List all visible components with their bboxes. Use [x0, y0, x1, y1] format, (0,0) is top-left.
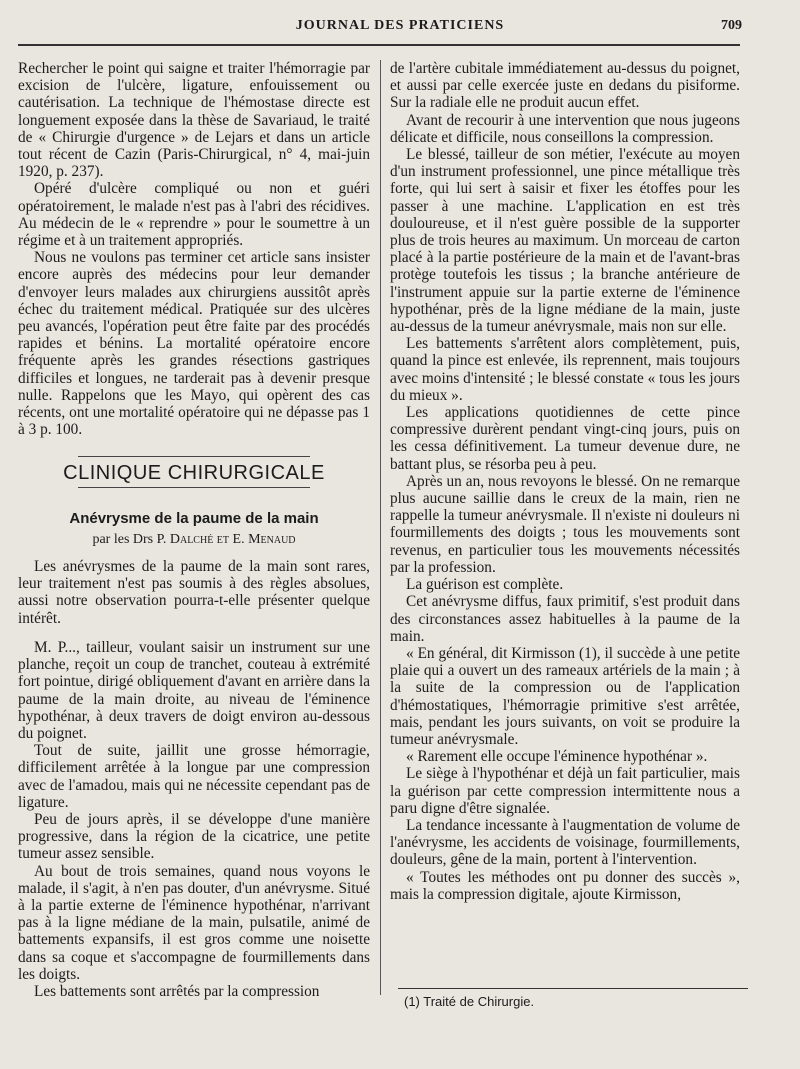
- paragraph: Au bout de trois semaines, quand nous voyons le malade, il s'agit, à n'en pas douter, d'un anévrysme. Situé à la partie externe de l'éminence hypothénar, n'arrivant pas à la ligne médiane de la main, pulsatile, animé de battements expansifs, il est gros comme une noisette dans sa coque et s'accompagne de fourmillements dans les doigts.: [18, 862, 370, 983]
- authors-prefix: par les Drs: [92, 531, 154, 547]
- paragraph: La guérison est complète.: [406, 576, 564, 594]
- paragraph: Avant de recourir à une intervention que nous jugeons délicate et difficile, nous conseillons la compression.: [390, 111, 740, 146]
- paragraph: Le blessé, tailleur de son métier, l'exécute au moyen d'un instrument professionnel, une pince métallique très forte, qui lui sert à saisir et fixer les étoffes pour les passer à une machine. L'application en est très douloureuse, et il n'est guère possible de la supporter plus de trois heures au maximum. Un morceau de carton placé à la partie postérieure de la main et de l'avant-bras protège toutefois les tissus ; la branche antérieure de l'instrument appuie sur la partie externe de l'éminence hypothénar, près de la ligne médiane de la main, juste au-dessus de la tumeur anévrysmale, mais non sur elle.: [390, 146, 740, 336]
- paragraph: M. P..., tailleur, voulant saisir un instrument sur une planche, reçoit un coup de tranchet, couteau à extrémité fort pointue, dirigé obliquement d'avant en arrière dans la paume de la main droite, au niveau de l'éminence hypothénar, à deux travers de doigt environ au-dessous du poignet.: [18, 638, 370, 742]
- section-title: CLINIQUE CHIRURGICALE: [63, 462, 325, 485]
- paragraph: Opéré d'ulcère compliqué ou non et guéri opératoirement, le malade n'est pas à l'abri des récidives. Au médecin de le « reprendre » pour le soumettre à un régime et à un traitement appropriés.: [18, 180, 370, 250]
- paragraph: de l'artère cubitale immédiatement au-dessus du poignet, et aussi par celle exercée juste en dedans du pisiforme. Sur la radiale elle ne produit aucun effet.: [390, 60, 740, 112]
- right-column: [390, 60, 740, 903]
- paragraph: « Toutes les méthodes ont pu donner des succès », mais la compression digitale, ajoute Kirmisson,: [390, 868, 740, 903]
- article-title: Anévrysme de la paume de la main: [69, 509, 319, 527]
- left-column: [18, 60, 370, 1000]
- paragraph: Après un an, nous revoyons le blessé. On ne remarque plus aucune saillie dans le creux de la main, rien ne rappelle la tumeur anévrysmale. Il n'existe ni douleurs ni fourmillements des doigts ; tous les mouvements sont revenus, en particulier tous les mouvements nécessités par la profession.: [390, 472, 740, 576]
- article-authors: [18, 531, 370, 548]
- page-number: 709: [721, 18, 742, 33]
- paragraph: Le siège à l'hypothénar et déjà un fait particulier, mais la guérison par cette compression intermittente nous a paru digne d'être signalée.: [390, 765, 740, 817]
- paragraph: Les battements s'arrêtent alors complètement, puis, quand la pince est enlevée, ils reprennent, mais toujours avec moins d'intensité ; le blessé constate « tous les jours du mieux ».: [390, 335, 740, 404]
- section-rule-top: [78, 456, 310, 457]
- paragraph: Peu de jours après, il se développe d'une manière progressive, dans la région de la cicatrice, une petite tumeur assez sensible.: [18, 810, 370, 863]
- running-title: JOURNAL DES PRATICIENS: [295, 18, 505, 33]
- paragraph: Rechercher le point qui saigne et traiter l'hémorragie par excision de l'ulcère, ligature, enfouissement ou cautérisation. La technique de l'hémostase directe est longuement exposée dans la thèse de Savariaud, le traité de « Chirurgie d'urgence » de Lejars et dans un article tout récent de Cazin (Paris-Chirurgical, n° 4, mai-juin 1920, p. 237).: [18, 60, 370, 181]
- paragraph: Les applications quotidiennes de cette pince compressive durèrent pendant vingt-cinq jours, puis on les cessa définitivement. La tumeur devenue dure, ne battant plus, se résorba peu à peu.: [390, 404, 740, 473]
- paragraph: « Rarement elle occupe l'éminence hypothénar ».: [406, 748, 708, 766]
- article-intro: Les anévrysmes de la paume de la main sont rares, leur traitement n'est pas soumis à des règles absolues, aussi notre observation pourra-t-elle présenter quelque intérêt.: [18, 558, 370, 627]
- footnote: (1) Traité de Chirurgie.: [404, 994, 535, 1009]
- paragraph: La tendance incessante à l'augmentation de volume de l'anévrysme, les accidents de voisinage, fourmillements, douleurs, gêne de la main, portent à l'intervention.: [390, 816, 740, 869]
- paragraph: Tout de suite, jaillit une grosse hémorragie, difficilement arrêtée à la longue par une compression avec de l'amadou, mais qui ne nécessite cependant pas de ligature.: [18, 742, 370, 811]
- paragraph: Les battements sont arrêtés par la compression: [34, 982, 320, 1000]
- footnote-rule: [398, 988, 748, 989]
- paragraph: « En général, dit Kirmisson (1), il succède à une petite plaie qui a ouvert un des rameaux artériels de la main ; à la suite de la compression ou de l'application d'hémostatiques, l'hémorragie primitive s'est arrêtée, mais, pendant les jours suivants, on voit se produire la tumeur anévrysmale.: [390, 644, 740, 748]
- paragraph: Cet anévrysme diffus, faux primitif, s'est produit dans des circonstances assez habituelles à la paume de la main.: [390, 593, 740, 645]
- column-divider: [380, 60, 381, 995]
- section-rule-bottom: [78, 487, 310, 488]
- page-header: [18, 18, 782, 42]
- authors-names: P. Dalché et E. Menaud: [156, 531, 296, 547]
- header-rule: [18, 44, 740, 46]
- paragraph: Nous ne voulons pas terminer cet article sans insister encore auprès des médecins pour leur demander d'envoyer leurs malades aux chirurgiens aussitôt après échec du traitement médical. Pratiquée sur des ulcères peu avancés, l'opération peut être faite par des procédés rapides et bénins. La mortalité opératoire encore fréquente après les grandes résections gastriques difficiles et longues, ne tarderait pas à devenir presque nulle. Rappelons que les Mayo, qui opèrent des cas récents, ont une mortalité opératoire qui ne dépasse pas 1 à 3 p. 100.: [18, 249, 370, 439]
